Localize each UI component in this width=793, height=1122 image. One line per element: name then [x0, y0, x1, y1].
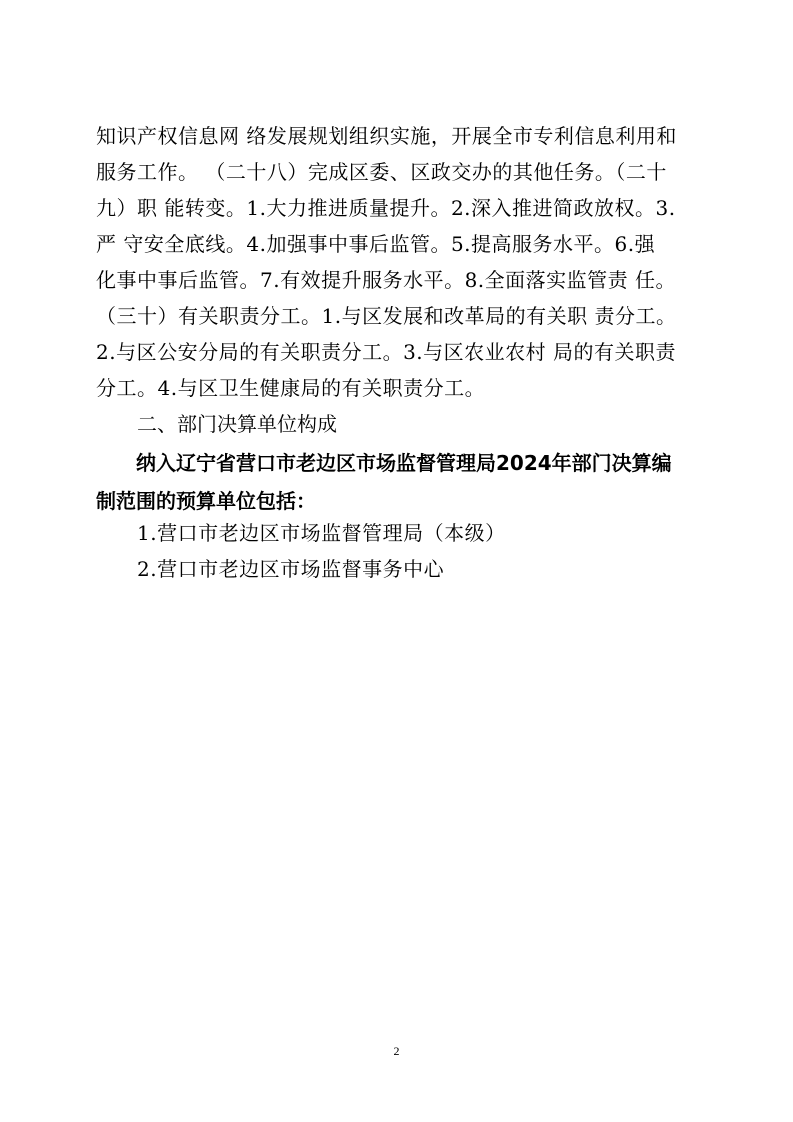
list-item: 1.营口市老边区市场监督管理局（本级） [137, 521, 506, 545]
scope-intro-line: 制范围的预算单位包括： [96, 489, 316, 513]
paragraph-line: （三十）有关职责分工。1.与区发展和改革局的有关职 责分工。 [96, 304, 677, 328]
unit-list [137, 515, 506, 587]
scope-intro [96, 444, 716, 520]
paragraph-line: 分工。4.与区卫生健康局的有关职责分工。 [96, 376, 486, 400]
paragraph-line: 严 守安全底线。4.加强事中事后监管。5.提高服务水平。6.强 [96, 232, 656, 256]
paragraph-line: 服务工作。 （二十八）完成区委、区政交办的其他任务。（二十 [96, 160, 667, 184]
list-item: 2.营口市老边区市场监督事务中心 [137, 557, 445, 581]
paragraph-line: 九）职 能转变。1.大力推进质量提升。2.深入推进简政放权。3. [96, 196, 676, 220]
paragraph-line: 化事中事后监管。7.有效提升服务水平。8.全面落实监管责 任。 [96, 268, 677, 292]
paragraph-line: 知识产权信息网 络发展规划组织实施，开展全市专利信息利用和 [96, 124, 677, 148]
page-number: 2 [393, 1044, 400, 1058]
duties-paragraph [96, 118, 706, 406]
paragraph-line: 2.与区公安分局的有关职责分工。3.与区农业农村 局的有关职责 [96, 340, 677, 364]
scope-intro-line: 纳入辽宁省营口市老边区市场监督管理局2024年部门决算编 [136, 451, 672, 475]
section-heading: 二、部门决算单位构成 [137, 412, 337, 436]
